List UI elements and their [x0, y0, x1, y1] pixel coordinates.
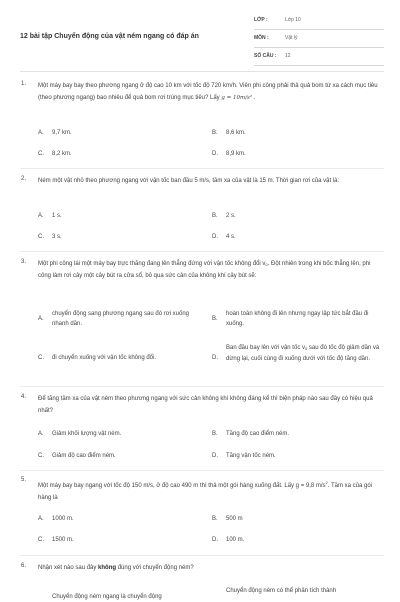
question-divider: [20, 555, 384, 556]
question-emphasis: không: [98, 565, 117, 571]
question-body: Nhận xét nào sau đây: [38, 565, 99, 571]
question-divider: [20, 251, 384, 252]
meta-value: Vật lý: [285, 35, 298, 41]
question-end: .: [253, 94, 256, 101]
option-text: 8,6 km.: [226, 130, 246, 136]
option-text: Giảm khối lượng vật ném.: [52, 431, 122, 437]
question-body: Một phi công lái một máy bay trực thăng đang lên thẳng đứng với vận tốc không đổi v: [38, 261, 266, 267]
question-number: 4.: [21, 394, 27, 400]
question-divider: [20, 386, 384, 387]
option-text-b: sau đó tốc độ giảm dần và dừng lại, cuối cùng đi xuống dưới với tốc độ tăng dần.: [226, 345, 380, 362]
option-key: B.: [212, 213, 218, 219]
option-key: C.: [38, 151, 44, 157]
option-text: chuyển động sang phương ngang sau đó rơi xuống nhanh dần.: [52, 311, 189, 327]
option-key: B.: [212, 431, 218, 437]
option-text: 9,7 km.: [52, 130, 72, 136]
question-divider: [20, 168, 384, 169]
worksheet-header: [0, 0, 400, 72]
option-text: 2 s.: [226, 213, 236, 219]
question-body: Một máy bay bay ngang với tốc độ 150 m/s, ở độ cao 490 m thì thả một gói hàng xuống đất. Lấy g = 9,8 m/s: [38, 483, 326, 489]
option-key: D.: [212, 355, 218, 361]
question-body-end: . Đột nhiên trong khi bốc thẳng lên, phi công làm rơi cây một cây bút ra cửa sổ, bỏ qua sức cản của không khí cây bút sẽ:: [38, 261, 371, 279]
option-key: D.: [212, 537, 218, 543]
option-key: C.: [38, 234, 44, 240]
document-title: 12 bài tập Chuyển động của vật ném ngang có đáp án: [20, 33, 199, 40]
meta-value: Lớp 10: [285, 17, 301, 23]
question-number: 1.: [21, 81, 27, 87]
meta-key: MÔN :: [254, 35, 269, 41]
question-text: [38, 477, 383, 504]
superscript: 2: [325, 480, 328, 485]
question-body-end: đúng với chuyển động ném?: [116, 565, 194, 571]
option-key: C.: [38, 453, 44, 459]
question-text: [38, 563, 383, 575]
option-text: 1500 m.: [52, 537, 74, 543]
meta-key: SỐ CÂU :: [254, 53, 277, 59]
option-text: 8,2 km.: [52, 151, 72, 157]
meta-row-grade: [254, 12, 384, 30]
option-text: đi chuyển xuống với vận tốc không đổi.: [52, 355, 157, 361]
question-text: Để tăng tầm xa của vật ném theo phương ngang với sức cản không khí không đáng kể thì biện pháp nào sau đây có hiệu quả nhất?: [38, 396, 373, 414]
meta-key: LỚP :: [254, 17, 268, 23]
option-text-a: Ban đầu bay lên với vận tốc v: [226, 345, 305, 351]
option-key: C.: [38, 355, 44, 361]
option-key: B.: [212, 516, 218, 522]
option-key: B.: [212, 316, 218, 322]
option-text: Tăng độ cao điểm ném.: [226, 431, 290, 437]
option-text: 500 m: [226, 516, 243, 522]
question-body: Một máy bay bay theo phương ngang ở độ cao 10 km với tốc độ 720 km/h. Viên phi công phải thả quả bom từ xa cách mục tiêu (theo phương ngang) bao nhiêu để quả bom rơi trúng mục tiêu? Lấy: [38, 83, 378, 101]
question-number: 2.: [21, 176, 27, 182]
meta-row-count: [254, 48, 384, 66]
question-number: 3.: [21, 259, 27, 265]
option-key: D.: [212, 453, 218, 459]
option-text: Chuyển động ném ngang là chuyển động: [52, 594, 162, 600]
option-key: A.: [38, 213, 44, 219]
question-number: 6.: [21, 563, 27, 569]
question-text: Ném một vật nhỏ theo phương ngang với vận tốc ban đầu 5 m/s, tầm xa của vật là 15 m. Thời gian rơi của vật là:: [38, 178, 340, 184]
option-text: Tăng vận tốc ném.: [226, 453, 276, 459]
meta-row-subject: [254, 30, 384, 48]
header-divider: [20, 71, 384, 72]
option-key: A.: [38, 516, 44, 522]
option-key: A.: [38, 316, 44, 322]
option-text: Chuyển động ném có thể phân tích thành: [226, 588, 337, 594]
question-divider: [20, 470, 384, 471]
question-body-end: . Tầm xa của gói hàng là: [38, 483, 373, 501]
meta-value: 12: [285, 53, 291, 59]
option-text: 100 m.: [226, 537, 245, 543]
meta-table: [254, 12, 384, 66]
subscript: 0: [265, 262, 268, 267]
option-text: 3 s.: [52, 234, 62, 240]
option-key: A.: [38, 431, 44, 437]
question-formula: g = 10m/s²: [221, 94, 253, 101]
option-text: 8,9 km.: [226, 151, 246, 157]
subscript: 0: [304, 346, 308, 351]
option-key: A.: [38, 130, 44, 136]
option-key: D.: [212, 234, 218, 240]
option-key: B.: [212, 130, 218, 136]
question-text: [38, 81, 383, 104]
option-text: [226, 343, 381, 364]
option-text: 4 s.: [226, 234, 236, 240]
option-text: 1000 m.: [52, 516, 74, 522]
option-text: hoàn toàn không đi lên nhưng ngay lập tức bắt đầu đi xuống.: [226, 311, 369, 327]
question-number: 5.: [21, 477, 27, 483]
option-text: 1 s.: [52, 213, 62, 219]
option-text: Giảm độ cao điểm ném.: [52, 453, 116, 459]
option-key: C.: [38, 537, 44, 543]
option-key: D.: [212, 151, 218, 157]
question-text: [38, 259, 383, 282]
